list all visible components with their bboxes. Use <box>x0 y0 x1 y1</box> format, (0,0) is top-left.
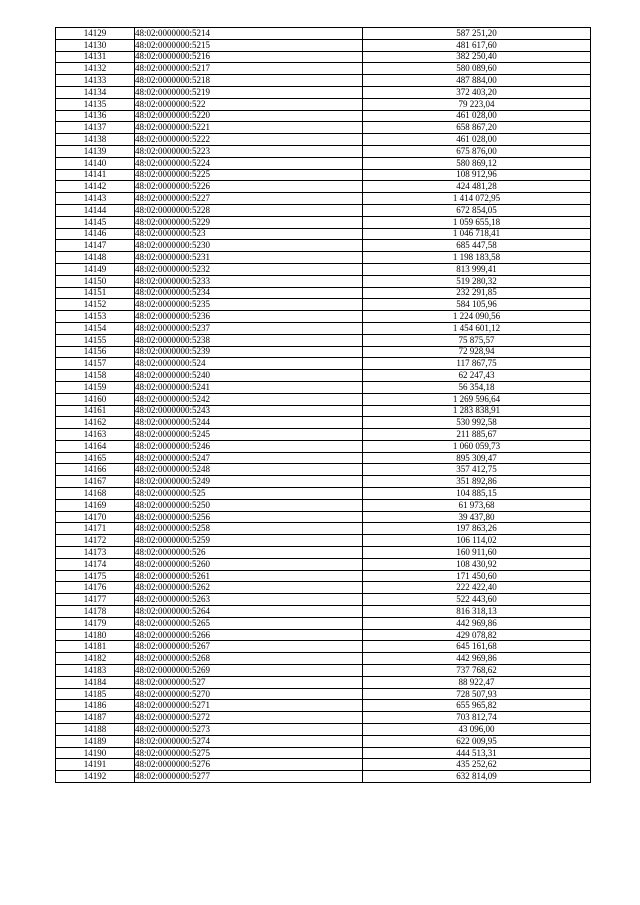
row-number-cell: 14142 <box>56 181 135 193</box>
cadastral-value-cell: 813 999,41 <box>363 263 591 275</box>
cadastral-value-cell: 72 928,94 <box>363 346 591 358</box>
row-number-cell: 14187 <box>56 712 135 724</box>
cadastral-value-cell: 429 078,82 <box>363 629 591 641</box>
cadastral-number-cell: 48:02:0000000:5224 <box>135 157 363 169</box>
cadastral-value-cell: 658 867,20 <box>363 122 591 134</box>
table-row <box>56 594 591 606</box>
table-row <box>56 39 591 51</box>
row-number-cell: 14133 <box>56 75 135 87</box>
cadastral-value-cell: 197 863,26 <box>363 523 591 535</box>
table-row <box>56 417 591 429</box>
table-row <box>56 523 591 535</box>
row-number-cell: 14136 <box>56 110 135 122</box>
table-row <box>56 440 591 452</box>
row-number-cell: 14168 <box>56 488 135 500</box>
row-number-cell: 14158 <box>56 370 135 382</box>
cadastral-value-cell: 672 854,05 <box>363 204 591 216</box>
table-row <box>56 570 591 582</box>
table-row <box>56 263 591 275</box>
row-number-cell: 14131 <box>56 51 135 63</box>
cadastral-value-cell: 232 291,85 <box>363 287 591 299</box>
cadastral-value-cell: 895 309,47 <box>363 452 591 464</box>
row-number-cell: 14147 <box>56 240 135 252</box>
row-number-cell: 14129 <box>56 28 135 40</box>
row-number-cell: 14146 <box>56 228 135 240</box>
cadastral-value-cell: 645 161,68 <box>363 641 591 653</box>
cadastral-number-cell: 48:02:0000000:5275 <box>135 747 363 759</box>
cadastral-value-cell: 728 507,93 <box>363 688 591 700</box>
row-number-cell: 14176 <box>56 582 135 594</box>
table-row <box>56 464 591 476</box>
row-number-cell: 14181 <box>56 641 135 653</box>
cadastral-value-cell: 435 252,62 <box>363 759 591 771</box>
table-row <box>56 75 591 87</box>
cadastral-value-cell: 481 617,60 <box>363 39 591 51</box>
cadastral-value-cell: 703 812,74 <box>363 712 591 724</box>
table-row <box>56 535 591 547</box>
row-number-cell: 14141 <box>56 169 135 181</box>
row-number-cell: 14171 <box>56 523 135 535</box>
cadastral-value-table <box>55 27 591 783</box>
table-row <box>56 275 591 287</box>
cadastral-value-cell: 382 250,40 <box>363 51 591 63</box>
row-number-cell: 14152 <box>56 299 135 311</box>
table-body <box>56 28 591 783</box>
row-number-cell: 14149 <box>56 263 135 275</box>
cadastral-value-cell: 106 114,02 <box>363 535 591 547</box>
cadastral-value-cell: 372 403,20 <box>363 86 591 98</box>
cadastral-value-cell: 222 422,40 <box>363 582 591 594</box>
cadastral-number-cell: 48:02:0000000:5269 <box>135 665 363 677</box>
cadastral-value-cell: 61 973,68 <box>363 499 591 511</box>
table-row <box>56 665 591 677</box>
row-number-cell: 14179 <box>56 617 135 629</box>
row-number-cell: 14130 <box>56 39 135 51</box>
cadastral-number-cell: 48:02:0000000:5223 <box>135 145 363 157</box>
table-row <box>56 724 591 736</box>
cadastral-value-cell: 79 223,04 <box>363 98 591 110</box>
row-number-cell: 14164 <box>56 440 135 452</box>
table-row <box>56 676 591 688</box>
row-number-cell: 14143 <box>56 193 135 205</box>
row-number-cell: 14153 <box>56 311 135 323</box>
cadastral-number-cell: 48:02:0000000:5229 <box>135 216 363 228</box>
row-number-cell: 14162 <box>56 417 135 429</box>
cadastral-value-cell: 522 443,60 <box>363 594 591 606</box>
cadastral-number-cell: 48:02:0000000:5260 <box>135 558 363 570</box>
table-row <box>56 558 591 570</box>
table-row <box>56 346 591 358</box>
row-number-cell: 14167 <box>56 476 135 488</box>
cadastral-value-cell: 62 247,43 <box>363 370 591 382</box>
table-row <box>56 476 591 488</box>
cadastral-value-cell: 1 198 183,58 <box>363 252 591 264</box>
cadastral-value-cell: 1 454 601,12 <box>363 322 591 334</box>
cadastral-value-cell: 1 046 718,41 <box>363 228 591 240</box>
row-number-cell: 14135 <box>56 98 135 110</box>
cadastral-number-cell: 48:02:0000000:5233 <box>135 275 363 287</box>
table-row <box>56 28 591 40</box>
table-row <box>56 240 591 252</box>
cadastral-number-cell: 48:02:0000000:5268 <box>135 653 363 665</box>
cadastral-number-cell: 48:02:0000000:5222 <box>135 134 363 146</box>
cadastral-value-cell: 1 283 838,91 <box>363 405 591 417</box>
cadastral-number-cell: 48:02:0000000:5239 <box>135 346 363 358</box>
cadastral-value-cell: 351 892,86 <box>363 476 591 488</box>
cadastral-number-cell: 48:02:0000000:5272 <box>135 712 363 724</box>
row-number-cell: 14138 <box>56 134 135 146</box>
table-row <box>56 134 591 146</box>
cadastral-number-cell: 48:02:0000000:5241 <box>135 381 363 393</box>
table-row <box>56 252 591 264</box>
cadastral-number-cell: 48:02:0000000:5250 <box>135 499 363 511</box>
cadastral-value-cell: 632 814,09 <box>363 771 591 783</box>
cadastral-value-cell: 117 867,75 <box>363 358 591 370</box>
cadastral-value-cell: 108 430,92 <box>363 558 591 570</box>
row-number-cell: 14132 <box>56 63 135 75</box>
row-number-cell: 14140 <box>56 157 135 169</box>
cadastral-number-cell: 48:02:0000000:5258 <box>135 523 363 535</box>
cadastral-value-cell: 1 060 059,73 <box>363 440 591 452</box>
cadastral-number-cell: 48:02:0000000:5230 <box>135 240 363 252</box>
table-row <box>56 299 591 311</box>
table-row <box>56 169 591 181</box>
row-number-cell: 14170 <box>56 511 135 523</box>
table-row <box>56 86 591 98</box>
cadastral-value-cell: 1 414 072,95 <box>363 193 591 205</box>
cadastral-number-cell: 48:02:0000000:5263 <box>135 594 363 606</box>
table-row <box>56 499 591 511</box>
cadastral-number-cell: 48:02:0000000:524 <box>135 358 363 370</box>
row-number-cell: 14175 <box>56 570 135 582</box>
row-number-cell: 14139 <box>56 145 135 157</box>
row-number-cell: 14154 <box>56 322 135 334</box>
cadastral-value-cell: 442 969,86 <box>363 653 591 665</box>
row-number-cell: 14182 <box>56 653 135 665</box>
cadastral-value-cell: 43 096,00 <box>363 724 591 736</box>
cadastral-value-cell: 171 450,60 <box>363 570 591 582</box>
row-number-cell: 14144 <box>56 204 135 216</box>
cadastral-number-cell: 48:02:0000000:5274 <box>135 735 363 747</box>
cadastral-value-cell: 108 912,96 <box>363 169 591 181</box>
table-row <box>56 735 591 747</box>
row-number-cell: 14188 <box>56 724 135 736</box>
cadastral-number-cell: 48:02:0000000:5271 <box>135 700 363 712</box>
cadastral-number-cell: 48:02:0000000:5243 <box>135 405 363 417</box>
table-row <box>56 358 591 370</box>
cadastral-number-cell: 48:02:0000000:5245 <box>135 429 363 441</box>
cadastral-value-cell: 424 481,28 <box>363 181 591 193</box>
row-number-cell: 14185 <box>56 688 135 700</box>
table-row <box>56 63 591 75</box>
cadastral-value-cell: 584 105,96 <box>363 299 591 311</box>
table-row <box>56 157 591 169</box>
cadastral-value-cell: 675 876,00 <box>363 145 591 157</box>
table-row <box>56 582 591 594</box>
table-row <box>56 629 591 641</box>
cadastral-number-cell: 48:02:0000000:5221 <box>135 122 363 134</box>
cadastral-number-cell: 48:02:0000000:5246 <box>135 440 363 452</box>
cadastral-value-cell: 1 269 596,64 <box>363 393 591 405</box>
table-row <box>56 204 591 216</box>
row-number-cell: 14137 <box>56 122 135 134</box>
row-number-cell: 14183 <box>56 665 135 677</box>
row-number-cell: 14163 <box>56 429 135 441</box>
cadastral-number-cell: 48:02:0000000:5214 <box>135 28 363 40</box>
table-row <box>56 712 591 724</box>
table-row <box>56 771 591 783</box>
cadastral-value-cell: 685 447,58 <box>363 240 591 252</box>
cadastral-number-cell: 48:02:0000000:5264 <box>135 606 363 618</box>
table-row <box>56 181 591 193</box>
table-row <box>56 405 591 417</box>
cadastral-value-cell: 211 885,67 <box>363 429 591 441</box>
row-number-cell: 14184 <box>56 676 135 688</box>
table-row <box>56 747 591 759</box>
cadastral-number-cell: 48:02:0000000:523 <box>135 228 363 240</box>
table-row <box>56 334 591 346</box>
cadastral-number-cell: 48:02:0000000:5256 <box>135 511 363 523</box>
cadastral-number-cell: 48:02:0000000:5267 <box>135 641 363 653</box>
cadastral-value-cell: 519 280,32 <box>363 275 591 287</box>
table-row <box>56 617 591 629</box>
cadastral-value-cell: 88 922,47 <box>363 676 591 688</box>
table-row <box>56 641 591 653</box>
cadastral-value-cell: 622 009,95 <box>363 735 591 747</box>
cadastral-value-cell: 75 875,57 <box>363 334 591 346</box>
cadastral-number-cell: 48:02:0000000:526 <box>135 547 363 559</box>
table-row <box>56 606 591 618</box>
cadastral-number-cell: 48:02:0000000:5261 <box>135 570 363 582</box>
row-number-cell: 14172 <box>56 535 135 547</box>
cadastral-number-cell: 48:02:0000000:5217 <box>135 63 363 75</box>
cadastral-value-cell: 487 884,00 <box>363 75 591 87</box>
table-row <box>56 98 591 110</box>
cadastral-value-cell: 1 224 090,56 <box>363 311 591 323</box>
row-number-cell: 14177 <box>56 594 135 606</box>
cadastral-number-cell: 48:02:0000000:5247 <box>135 452 363 464</box>
table-row <box>56 381 591 393</box>
table-row <box>56 193 591 205</box>
table-row <box>56 547 591 559</box>
row-number-cell: 14166 <box>56 464 135 476</box>
table-row <box>56 216 591 228</box>
table-row <box>56 759 591 771</box>
cadastral-value-cell: 655 965,82 <box>363 700 591 712</box>
row-number-cell: 14160 <box>56 393 135 405</box>
cadastral-number-cell: 48:02:0000000:5240 <box>135 370 363 382</box>
table-row <box>56 488 591 500</box>
row-number-cell: 14169 <box>56 499 135 511</box>
row-number-cell: 14159 <box>56 381 135 393</box>
row-number-cell: 14156 <box>56 346 135 358</box>
cadastral-number-cell: 48:02:0000000:5215 <box>135 39 363 51</box>
row-number-cell: 14173 <box>56 547 135 559</box>
cadastral-number-cell: 48:02:0000000:5262 <box>135 582 363 594</box>
row-number-cell: 14178 <box>56 606 135 618</box>
cadastral-number-cell: 48:02:0000000:525 <box>135 488 363 500</box>
cadastral-value-cell: 580 869,12 <box>363 157 591 169</box>
row-number-cell: 14145 <box>56 216 135 228</box>
cadastral-number-cell: 48:02:0000000:5249 <box>135 476 363 488</box>
row-number-cell: 14191 <box>56 759 135 771</box>
cadastral-value-cell: 56 354,18 <box>363 381 591 393</box>
cadastral-number-cell: 48:02:0000000:5265 <box>135 617 363 629</box>
cadastral-number-cell: 48:02:0000000:5232 <box>135 263 363 275</box>
cadastral-value-cell: 1 059 655,18 <box>363 216 591 228</box>
cadastral-number-cell: 48:02:0000000:5216 <box>135 51 363 63</box>
cadastral-number-cell: 48:02:0000000:5273 <box>135 724 363 736</box>
cadastral-number-cell: 48:02:0000000:5276 <box>135 759 363 771</box>
table-row <box>56 311 591 323</box>
cadastral-number-cell: 48:02:0000000:5234 <box>135 287 363 299</box>
table-row <box>56 287 591 299</box>
cadastral-number-cell: 48:02:0000000:5244 <box>135 417 363 429</box>
cadastral-number-cell: 48:02:0000000:5237 <box>135 322 363 334</box>
row-number-cell: 14192 <box>56 771 135 783</box>
cadastral-number-cell: 48:02:0000000:527 <box>135 676 363 688</box>
table-row <box>56 51 591 63</box>
cadastral-number-cell: 48:02:0000000:5228 <box>135 204 363 216</box>
row-number-cell: 14134 <box>56 86 135 98</box>
row-number-cell: 14165 <box>56 452 135 464</box>
row-number-cell: 14186 <box>56 700 135 712</box>
cadastral-number-cell: 48:02:0000000:5220 <box>135 110 363 122</box>
cadastral-value-cell: 444 513,31 <box>363 747 591 759</box>
cadastral-value-cell: 580 089,60 <box>363 63 591 75</box>
cadastral-number-cell: 48:02:0000000:5225 <box>135 169 363 181</box>
table-row <box>56 370 591 382</box>
cadastral-value-cell: 357 412,75 <box>363 464 591 476</box>
cadastral-number-cell: 48:02:0000000:5219 <box>135 86 363 98</box>
row-number-cell: 14189 <box>56 735 135 747</box>
cadastral-number-cell: 48:02:0000000:5266 <box>135 629 363 641</box>
cadastral-value-cell: 104 885,15 <box>363 488 591 500</box>
row-number-cell: 14161 <box>56 405 135 417</box>
table-row <box>56 688 591 700</box>
cadastral-value-cell: 816 318,13 <box>363 606 591 618</box>
cadastral-value-cell: 737 768,62 <box>363 665 591 677</box>
cadastral-number-cell: 48:02:0000000:5238 <box>135 334 363 346</box>
table-row <box>56 452 591 464</box>
table-row <box>56 511 591 523</box>
row-number-cell: 14180 <box>56 629 135 641</box>
cadastral-value-cell: 461 028,00 <box>363 134 591 146</box>
cadastral-value-cell: 442 969,86 <box>363 617 591 629</box>
cadastral-number-cell: 48:02:0000000:522 <box>135 98 363 110</box>
cadastral-value-cell: 39 437,80 <box>363 511 591 523</box>
table-row <box>56 122 591 134</box>
cadastral-number-cell: 48:02:0000000:5231 <box>135 252 363 264</box>
cadastral-number-cell: 48:02:0000000:5227 <box>135 193 363 205</box>
row-number-cell: 14174 <box>56 558 135 570</box>
row-number-cell: 14150 <box>56 275 135 287</box>
cadastral-number-cell: 48:02:0000000:5218 <box>135 75 363 87</box>
table-row <box>56 145 591 157</box>
table-row <box>56 429 591 441</box>
cadastral-number-cell: 48:02:0000000:5236 <box>135 311 363 323</box>
cadastral-number-cell: 48:02:0000000:5235 <box>135 299 363 311</box>
table-row <box>56 110 591 122</box>
cadastral-value-cell: 461 028,00 <box>363 110 591 122</box>
cadastral-value-cell: 160 911,60 <box>363 547 591 559</box>
table-row <box>56 700 591 712</box>
cadastral-value-cell: 530 992,58 <box>363 417 591 429</box>
table-row <box>56 228 591 240</box>
table-row <box>56 322 591 334</box>
row-number-cell: 14148 <box>56 252 135 264</box>
cadastral-number-cell: 48:02:0000000:5226 <box>135 181 363 193</box>
table-row <box>56 393 591 405</box>
cadastral-number-cell: 48:02:0000000:5242 <box>135 393 363 405</box>
cadastral-number-cell: 48:02:0000000:5277 <box>135 771 363 783</box>
row-number-cell: 14151 <box>56 287 135 299</box>
cadastral-number-cell: 48:02:0000000:5270 <box>135 688 363 700</box>
row-number-cell: 14190 <box>56 747 135 759</box>
cadastral-number-cell: 48:02:0000000:5259 <box>135 535 363 547</box>
row-number-cell: 14155 <box>56 334 135 346</box>
table-row <box>56 653 591 665</box>
row-number-cell: 14157 <box>56 358 135 370</box>
cadastral-number-cell: 48:02:0000000:5248 <box>135 464 363 476</box>
cadastral-value-cell: 587 251,20 <box>363 28 591 40</box>
